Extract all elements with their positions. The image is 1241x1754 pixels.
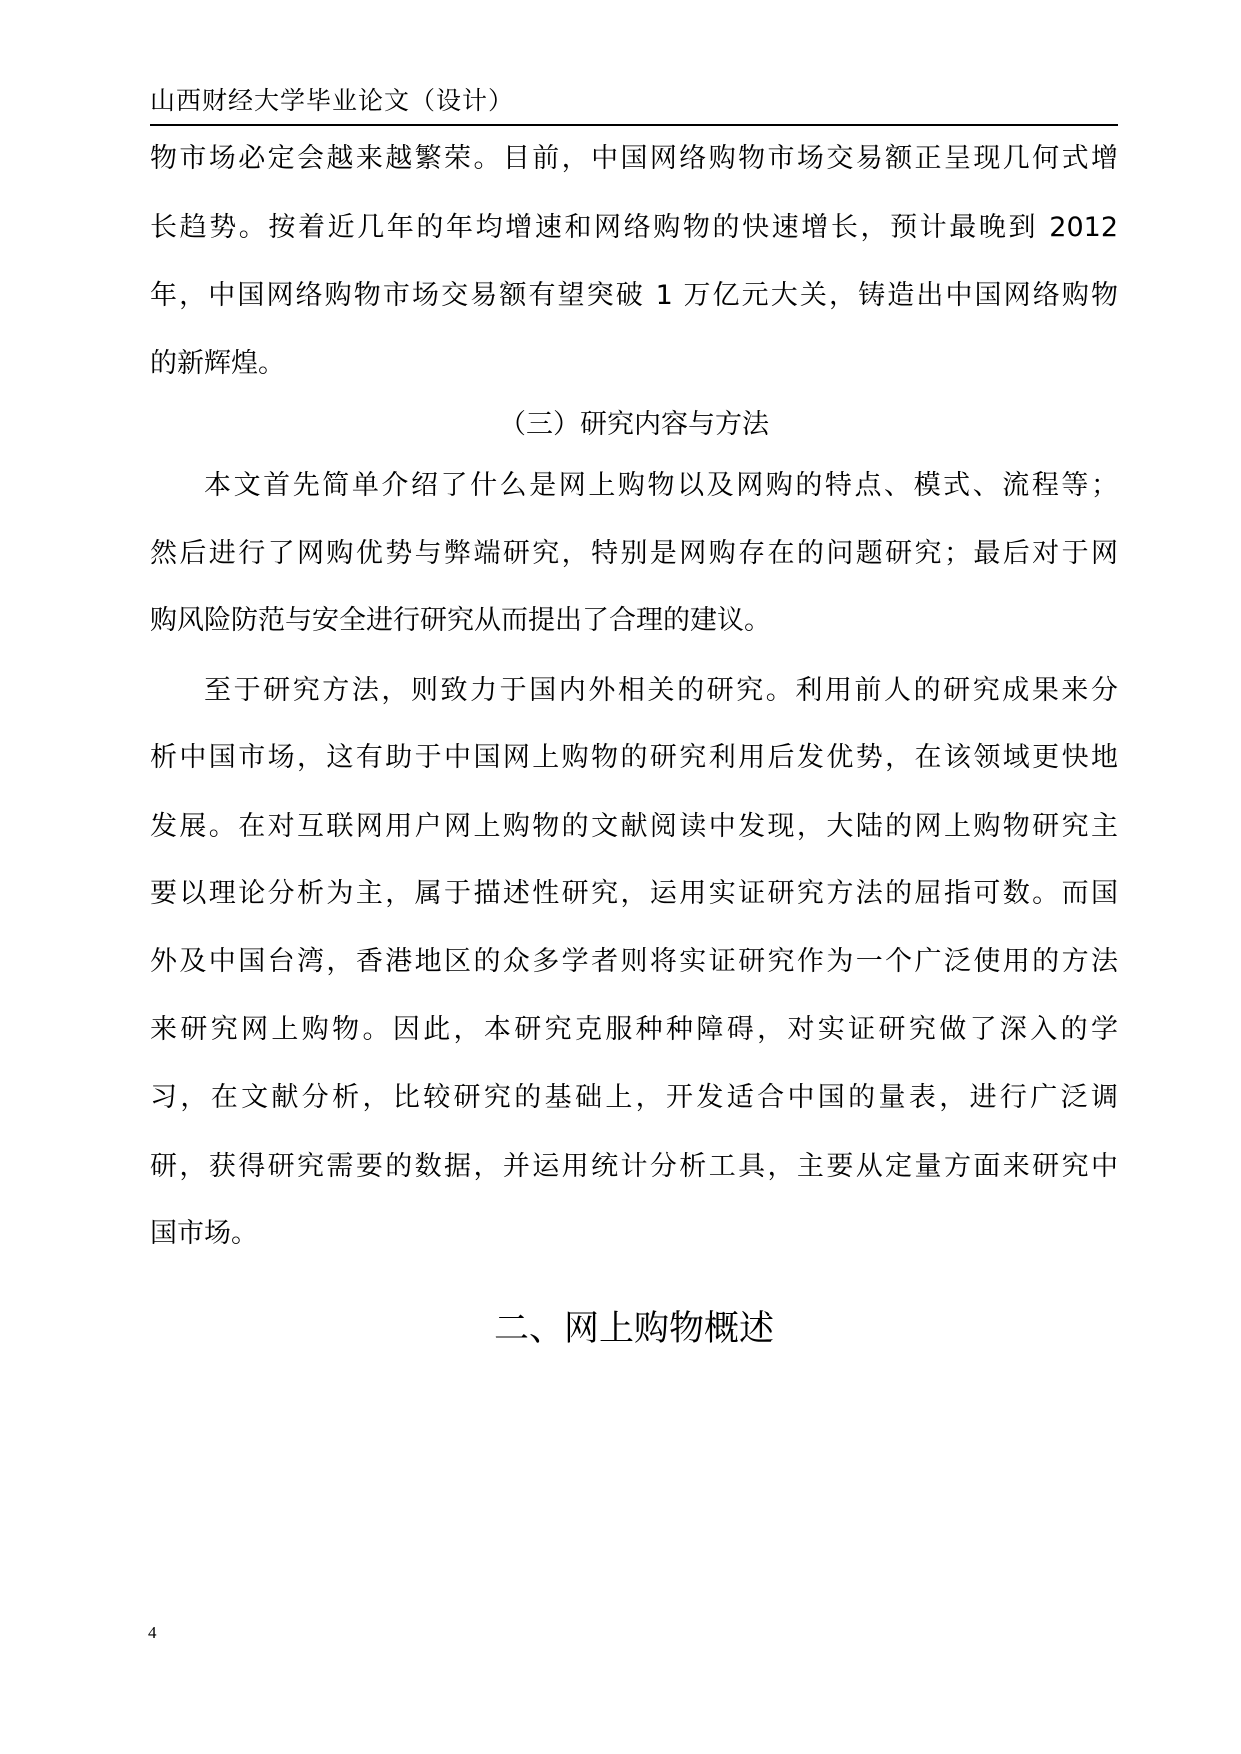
body-text-line: 的新辉煌。 [150, 348, 285, 379]
body-text-line: 至于研究方法，则致力于国内外相关的研究。利用前人的研究成果来分 [204, 675, 1118, 706]
body-text-line: 发展。在对互联网用户网上购物的文献阅读中发现，大陆的网上购物研究主 [150, 811, 1118, 842]
body-text-line: 研，获得研究需要的数据，并运用统计分析工具，主要从定量方面来研究中 [150, 1151, 1118, 1182]
running-header: 山西财经大学毕业论文（设计） [150, 86, 515, 115]
page-number: 4 [148, 1623, 157, 1642]
body-text-line: 然后进行了网购优势与弊端研究，特别是网购存在的问题研究；最后对于网 [150, 538, 1118, 569]
section-heading: 二、网上购物概述 [493, 1309, 774, 1349]
header-rule [150, 124, 1118, 126]
body-text-line: 本文首先简单介绍了什么是网上购物以及网购的特点、模式、流程等； [204, 470, 1118, 501]
body-text-line: 长趋势。按着近几年的年均增速和网络购物的快速增长，预计最晚到 2012 [150, 212, 1118, 243]
body-text-line: 习，在文献分析，比较研究的基础上，开发适合中国的量表，进行广泛调 [150, 1082, 1118, 1113]
body-text-line: 购风险防范与安全进行研究从而提出了合理的建议。 [150, 605, 771, 636]
body-text-line: 外及中国台湾，香港地区的众多学者则将实证研究作为一个广泛使用的方法 [150, 946, 1118, 977]
body-text-line: 年，中国网络购物市场交易额有望突破 1 万亿元大关，铸造出中国网络购物 [150, 280, 1118, 311]
body-text-line: 要以理论分析为主，属于描述性研究，运用实证研究方法的屈指可数。而国 [150, 878, 1118, 909]
body-text-line: 国市场。 [150, 1218, 258, 1249]
body-text-line: 析中国市场，这有助于中国网上购物的研究利用后发优势，在该领域更快地 [150, 742, 1118, 773]
subsection-heading: （三）研究内容与方法 [499, 409, 769, 440]
body-text-line: 来研究网上购物。因此，本研究克服种种障碍，对实证研究做了深入的学 [150, 1014, 1118, 1045]
body-text-line: 物市场必定会越来越繁荣。目前，中国网络购物市场交易额正呈现几何式增 [150, 143, 1118, 174]
